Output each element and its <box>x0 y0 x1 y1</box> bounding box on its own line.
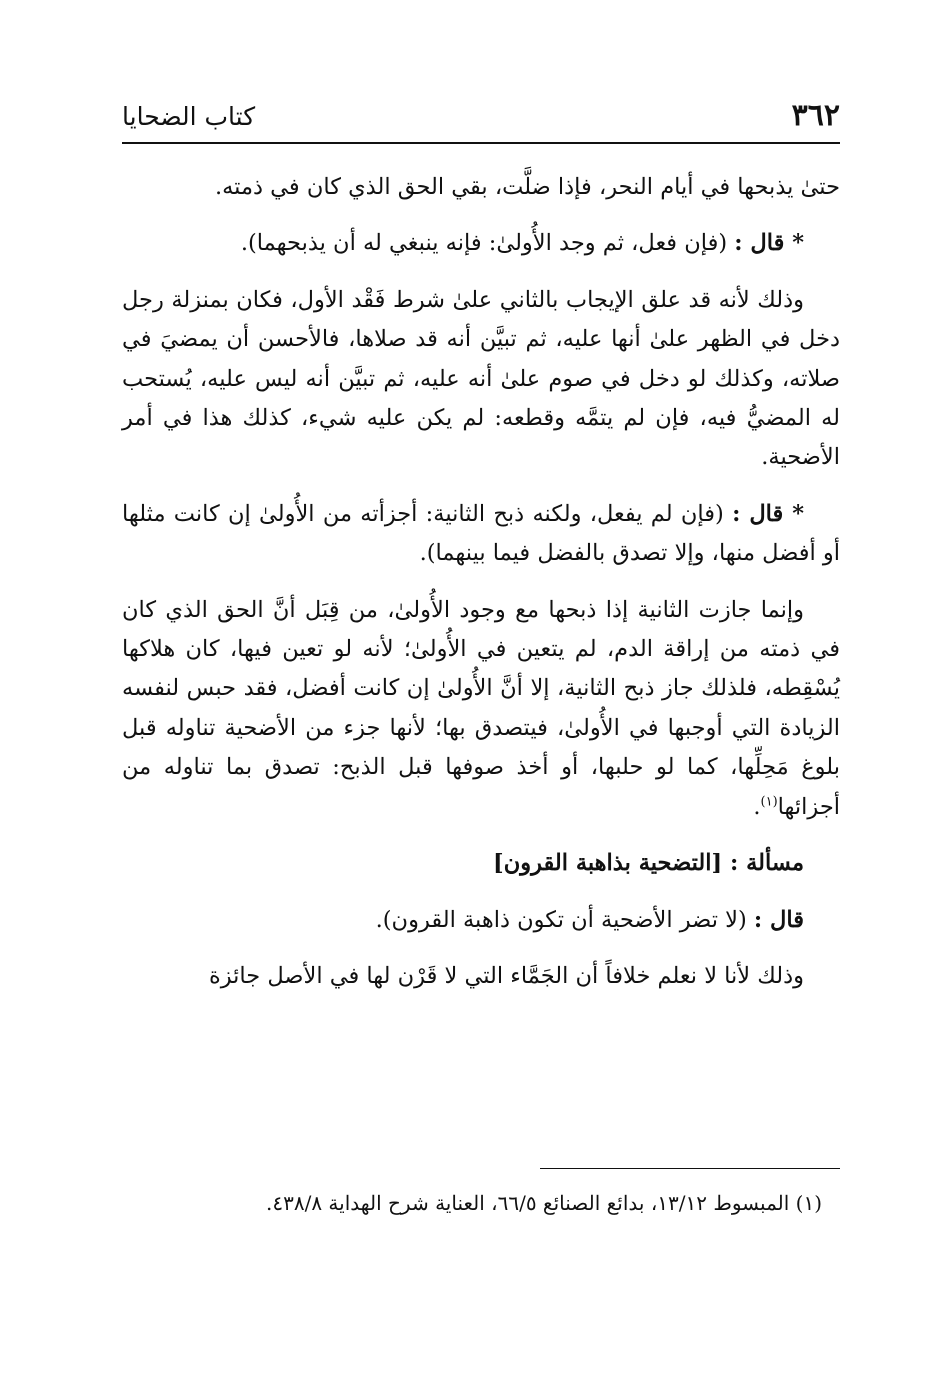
paragraph-5-text: وإنما جازت الثانية إذا ذبحها مع وجود الأُولىٰ، من قِبَل أنَّ الحق الذي كان في ذمته من إراقة الدم، لم يتعين في الأُولىٰ؛ لأنه لو تعين فيها، كان هلاكها يُسْقِطه، فلذلك جاز ذبح الثانية، إلا أنَّ الأُولىٰ إن كانت أفضل، فقد حبس لنفسه الزيادة التي أوجبها في الأُولىٰ، فيتصدق بها؛ لأنها جزء من الأضحية تناوله قبل بلوغ مَحِلِّها، كما لو حلبها، أو أخذ صوفها قبل الذبح: تصدق بما تناوله من أجزائها <box>122 596 840 820</box>
page-body <box>122 168 840 1013</box>
paragraph-1 <box>122 168 840 207</box>
footnote <box>104 1186 822 1220</box>
page-header <box>122 92 840 144</box>
paragraph-5 <box>122 591 840 827</box>
paragraph-5-end: . <box>753 793 761 820</box>
paragraph-2-marker: * قال : <box>734 230 804 257</box>
running-title: كتاب الضحايا <box>122 102 256 131</box>
footnote-divider <box>540 1168 840 1169</box>
page-number: ٣٦٢ <box>791 98 840 133</box>
paragraph-1-text: حتىٰ يذبحها في أيام النحر، فإذا ضلَّت، بقي الحق الذي كان في ذمته. <box>214 174 840 200</box>
paragraph-4-text: (فإن لم يفعل، ولكنه ذبح الثانية: أجزأته من الأُولىٰ إن كانت مثلها أو أفضل منها، وإلا تصدق بالفضل فيما بينهما). <box>122 500 840 567</box>
paragraph-7 <box>122 957 840 996</box>
footnote-reference: (١) <box>760 794 778 810</box>
paragraph-2-text: (فإن فعل، ثم وجد الأُولىٰ: فإنه ينبغي له أن يذبحهما). <box>240 230 728 257</box>
paragraph-3-text: وذلك لأنه قد علق الإيجاب بالثاني علىٰ شرط فَقْد الأول، فكان بمنزلة رجل دخل في الظهر علىٰ أنها عليه، ثم تبيَّن أنه قد صلاها، فالأحسن أن يمضيَ في صلاته، وكذلك لو دخل في صوم علىٰ أنه عليه، ثم تبيَّن أنه ليس عليه، يُستحب له المضيُّ فيه، فإن لم يتمَّه وقطعه: لم يكن عليه شيء، كذلك هذا في أمر الأضحية. <box>122 286 840 471</box>
paragraph-6-marker: قال : <box>753 906 804 933</box>
paragraph-4 <box>122 495 840 574</box>
issue-heading-text: مسألة : [التضحية بذاهبة القرون] <box>493 850 804 877</box>
paragraph-7-text: وذلك لأنا لا نعلم خلافاً أن الجَمَّاء التي لا قَرْن لها في الأصل جائزة <box>208 962 804 989</box>
paragraph-6-text: (لا تضر الأضحية أن تكون ذاهبة القرون). <box>375 906 747 933</box>
issue-heading <box>122 844 840 883</box>
footnote-text: (١) المبسوط ١٣/١٢، بدائع الصنائع ٦٦/٥، العناية شرح الهداية ٤٣٨/٨. <box>266 1191 822 1215</box>
paragraph-2 <box>122 224 840 263</box>
paragraph-6 <box>122 901 840 940</box>
paragraph-3 <box>122 281 840 478</box>
paragraph-4-marker: * قال : <box>732 500 804 527</box>
